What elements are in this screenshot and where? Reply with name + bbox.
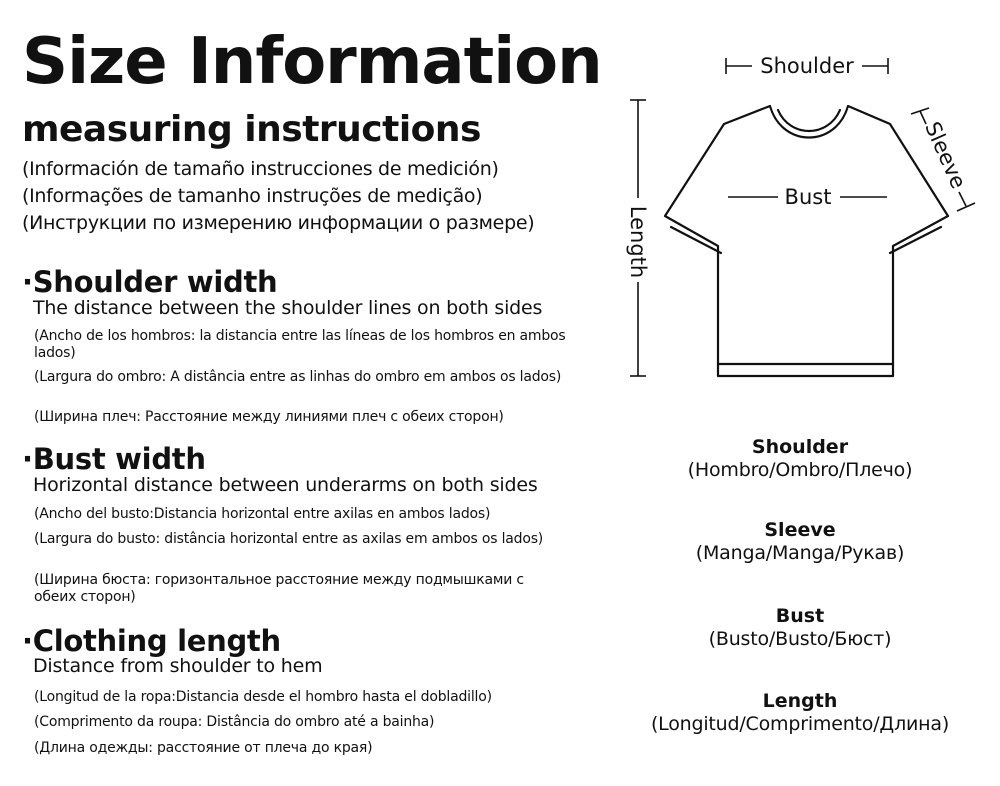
section-title: ·Shoulder width [22, 265, 278, 299]
section-translation-pt: (Comprimento da roupa: Distância do ombro até a bainha) [34, 714, 435, 730]
section-description: Distance from shoulder to hem [33, 655, 323, 677]
section-translation-ru: (Ширина плеч: Расстояние между линиями плеч с обеих сторон) [34, 409, 504, 425]
tshirt-collar [778, 110, 840, 131]
header-translation-es: (Información de tamaño instrucciones de medición) [22, 158, 499, 180]
legend-name: Bust [775, 605, 825, 627]
sleeve-label: Sleeve [920, 118, 971, 193]
shoulder-label: Shoulder [760, 54, 854, 78]
bust-label: Bust [784, 185, 832, 209]
tshirt-outline [665, 106, 948, 376]
section-title: ·Bust width [22, 442, 206, 476]
section-description: Horizontal distance between underarms on both sides [33, 474, 538, 496]
legend-translation: (Hombro/Ombro/Плечо) [687, 459, 913, 481]
section-description: The distance between the shoulder lines on both sides [33, 297, 543, 319]
section-translation-es: (Ancho del busto:Distancia horizontal entre axilas en ambos lados) [34, 506, 491, 522]
legend-name: Shoulder [751, 436, 849, 458]
section-translation-pt: (Largura do busto: distância horizontal entre as axilas em ambos os lados) [34, 531, 544, 547]
legend-name: Sleeve [764, 519, 836, 541]
section-title: ·Clothing length [22, 624, 281, 658]
tshirt-diagram [620, 40, 990, 390]
header-translation-ru: (Инструкции по измерению информации о размере) [22, 212, 535, 234]
legend-name: Length [762, 690, 838, 712]
legend-item-bust [620, 607, 980, 649]
legend-translation: (Busto/Busto/Бюст) [708, 628, 892, 650]
legend-translation: (Manga/Manga/Рукав) [695, 542, 905, 564]
legend-item-length [620, 692, 980, 734]
section-translation-ru: (Ширина бюста: горизонтальное расстояние между подмышками с обеих сторон) [34, 572, 524, 605]
legend-item-shoulder [620, 438, 980, 480]
header-translation-pt: (Informações de tamanho instruções de medição) [22, 185, 483, 207]
legend-translation: (Longitud/Comprimento/Длина) [650, 713, 950, 735]
page-title: Size Information [22, 25, 602, 99]
section-translation-es: (Longitud de la ropa:Distancia desde el hombro hasta el dobladillo) [34, 689, 492, 705]
section-translation-pt: (Largura do ombro: A distância entre as linhas do ombro em ambos os lados) [34, 369, 562, 385]
length-label: Length [626, 205, 650, 279]
legend-item-sleeve [620, 521, 980, 563]
page-subtitle: measuring instructions [22, 109, 481, 150]
section-translation-ru: (Длина одежды: расстояние от плеча до края) [34, 740, 373, 756]
section-translation-es: (Ancho de los hombros: la distancia entre las líneas de los hombros en ambos lados) [34, 328, 566, 361]
